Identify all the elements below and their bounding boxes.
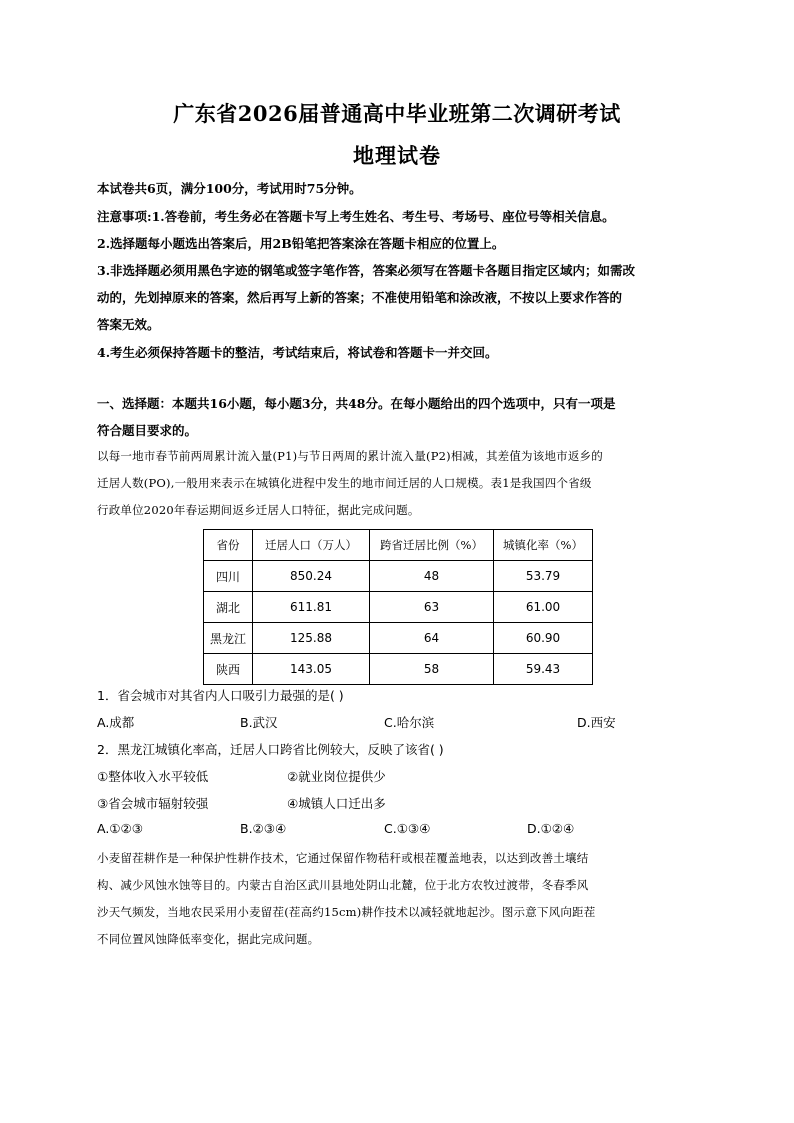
table-cell: 58 (370, 654, 494, 685)
table-cell: 53.79 (494, 561, 593, 592)
table-cell: 湖北 (204, 592, 253, 623)
table-header-row (204, 530, 593, 561)
note-line: 本试卷共6页，满分100分，考试用时75分钟。 (97, 181, 362, 196)
q2-item-2: ②就业岗位提供少 (287, 769, 386, 784)
table-row (204, 654, 593, 685)
material-line: 沙天气频发，当地农民采用小麦留茬(茬高约15cm)耕作技术以减轻就地起沙。图示意下风向距茬 (97, 905, 596, 919)
q1-option-b[interactable]: B.武汉 (240, 715, 278, 730)
q1-option-c[interactable]: C.哈尔滨 (384, 715, 435, 730)
q2-item-1: ①整体收入水平较低 (97, 769, 209, 784)
table-cell: 四川 (204, 561, 253, 592)
table-cell: 611.81 (253, 592, 370, 623)
q2-option-a[interactable]: A.①②③ (97, 821, 143, 836)
migration-table (203, 529, 593, 685)
table-header-cell: 跨省迁居比例（%） (370, 530, 494, 561)
table-cell: 黑龙江 (204, 623, 253, 654)
q2-option-d[interactable]: D.①②④ (527, 821, 575, 836)
table-cell: 850.24 (253, 561, 370, 592)
q2-option-b[interactable]: B.②③④ (240, 821, 287, 836)
note-line: 4.考生必须保持答题卡的整洁，考试结束后，将试卷和答题卡一并交回。 (97, 345, 498, 360)
section-header: 符合题目要求的。 (97, 423, 198, 438)
table-cell: 陕西 (204, 654, 253, 685)
table-cell: 61.00 (494, 592, 593, 623)
q1-option-d[interactable]: D.西安 (577, 715, 616, 730)
material-line: 不同位置风蚀降低率变化，据此完成问题。 (97, 932, 320, 946)
note-line: 3.非选择题必须用黑色字迹的钢笔或签字笔作答，答案必须写在答题卡各题目指定区域内；如需改 (97, 263, 636, 278)
note-line: 注意事项:1.答卷前，考生务必在答题卡写上考生姓名、考生号、考场号、座位号等相关信息。 (97, 209, 615, 224)
q1-option-a[interactable]: A.成都 (97, 715, 135, 730)
question-2-stem: 2．黑龙江城镇化率高，迁居人口跨省比例较大，反映了该省( ) (97, 742, 444, 757)
table-cell: 125.88 (253, 623, 370, 654)
table-cell: 143.05 (253, 654, 370, 685)
q2-option-c[interactable]: C.①③④ (384, 821, 431, 836)
note-line: 2.选择题每小题选出答案后，用2B铅笔把答案涂在答题卡相应的位置上。 (97, 236, 505, 251)
table-cell: 63 (370, 592, 494, 623)
q2-item-3: ③省会城市辐射较强 (97, 796, 209, 811)
note-line: 动的，先划掉原来的答案，然后再写上新的答案；不准使用铅笔和涂改液，不按以上要求作答的 (97, 290, 623, 305)
exam-title: 广东省2026届普通高中毕业班第二次调研考试 (173, 101, 621, 126)
table-cell: 60.90 (494, 623, 593, 654)
section-header: 一、选择题：本题共16小题，每小题3分，共48分。在每小题给出的四个选项中，只有一项是 (97, 396, 616, 411)
exam-subtitle: 地理试卷 (353, 143, 441, 168)
table-row (204, 592, 593, 623)
table-row (204, 561, 593, 592)
table-cell: 48 (370, 561, 494, 592)
table-cell: 64 (370, 623, 494, 654)
table-row (204, 623, 593, 654)
table-header-cell: 省份 (204, 530, 253, 561)
q2-item-4: ④城镇人口迁出多 (287, 796, 386, 811)
material-line: 以每一地市春节前两周累计流入量(P1)与节日两周的累计流入量(P2)相减，其差值为该地市返乡的 (97, 449, 603, 463)
material-line: 迁居人数(PO),一般用来表示在城镇化进程中发生的地市间迁居的人口规模。表1是我国四个省级 (97, 476, 592, 490)
table-header-cell: 城镇化率（%） (494, 530, 593, 561)
table-header-cell: 迁居人口（万人） (253, 530, 370, 561)
material-line: 行政单位2020年春运期间返乡迁居人口特征，据此完成问题。 (97, 503, 420, 517)
table-cell: 59.43 (494, 654, 593, 685)
question-1-stem: 1．省会城市对其省内人口吸引力最强的是( ) (97, 688, 344, 703)
material-line: 构、减少风蚀水蚀等目的。内蒙古自治区武川县地处阴山北麓，位于北方农牧过渡带，冬春季风 (97, 878, 589, 892)
note-line: 答案无效。 (97, 317, 160, 332)
material-line: 小麦留茬耕作是一种保护性耕作技术，它通过保留作物秸秆或根茬覆盖地表，以达到改善土壤结 (97, 851, 589, 865)
